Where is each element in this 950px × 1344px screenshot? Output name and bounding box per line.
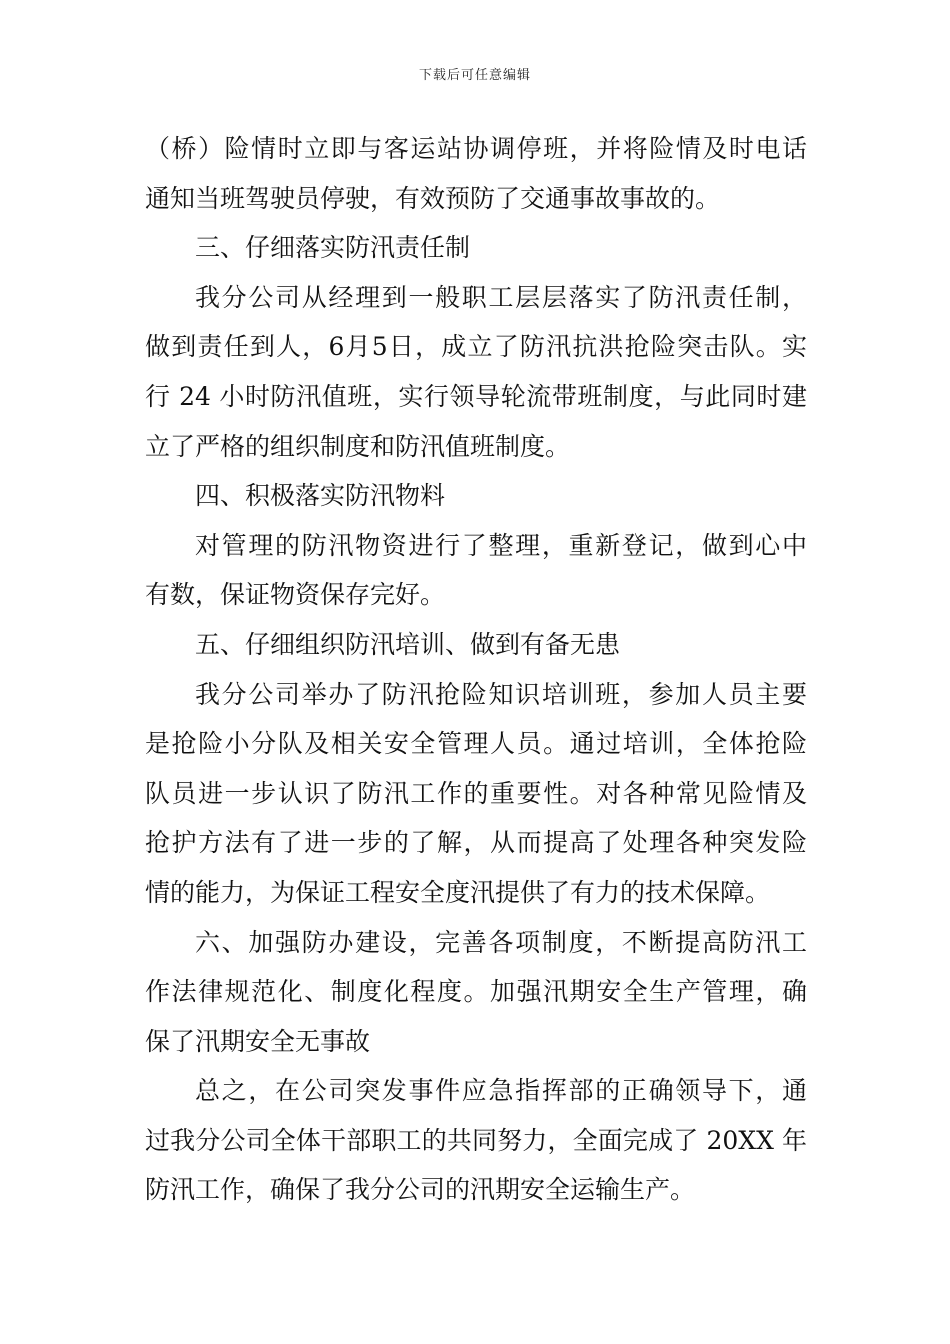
text-line: 总之，在公司突发事件应急指挥部的正确领导下，通: [195, 1076, 807, 1106]
page-header-note: 下载后可任意编辑: [418, 68, 531, 83]
text-line: 行 24 小时防汛值班，实行领导轮流带班制度，与此同时建: [145, 381, 807, 411]
text-line: 有数，保证物资保存完好。: [145, 580, 446, 610]
text-line: 立了严格的组织制度和防汛值班制度。: [145, 431, 571, 461]
text-line: 我分公司举办了防汛抢险知识培训班，参加人员主要: [195, 679, 807, 709]
text-line: 对管理的防汛物资进行了整理，重新登记，做到心中: [195, 530, 807, 560]
text-line: （桥）险情时立即与客运站协调停班，并将险情及时电话: [145, 134, 807, 163]
text-line: 做到责任到人，6月5日，成立了防汛抗洪抢险突击队。实: [145, 332, 807, 362]
text-line: 是抢险小分队及相关安全管理人员。通过培训，全体抢险: [145, 729, 807, 759]
text-line: 保了汛期安全无事故: [145, 1026, 371, 1056]
text-line: 队员进一步认识了防汛工作的重要性。对各种常见险情及: [145, 778, 807, 808]
document-body: [145, 124, 807, 1215]
text-line: 通知当班驾驶员停驶，有效预防了交通事故事故的。: [145, 183, 721, 213]
text-line: 作法律规范化、制度化程度。加强汛期安全生产管理，确: [145, 977, 807, 1007]
section-heading: 六、加强防办建设，完善各项制度，不断提高防汛工: [195, 927, 807, 957]
text-line: 抢护方法有了进一步的了解，从而提高了处理各种突发险: [145, 828, 807, 858]
text-line: 我分公司从经理到一般职工层层落实了防汛责任制，: [195, 282, 807, 312]
text-line: 情的能力，为保证工程安全度汛提供了有力的技术保障。: [145, 877, 771, 907]
section-heading: 五、仔细组织防汛培训、做到有备无患: [195, 629, 621, 659]
text-line: 防汛工作，确保了我分公司的汛期安全运输生产。: [145, 1175, 696, 1205]
text-line: 过我分公司全体干部职工的共同努力，全面完成了 20XX 年: [145, 1125, 807, 1155]
section-heading: 四、积极落实防汛物料: [195, 481, 446, 511]
section-heading: 三、仔细落实防汛责任制: [195, 233, 471, 263]
